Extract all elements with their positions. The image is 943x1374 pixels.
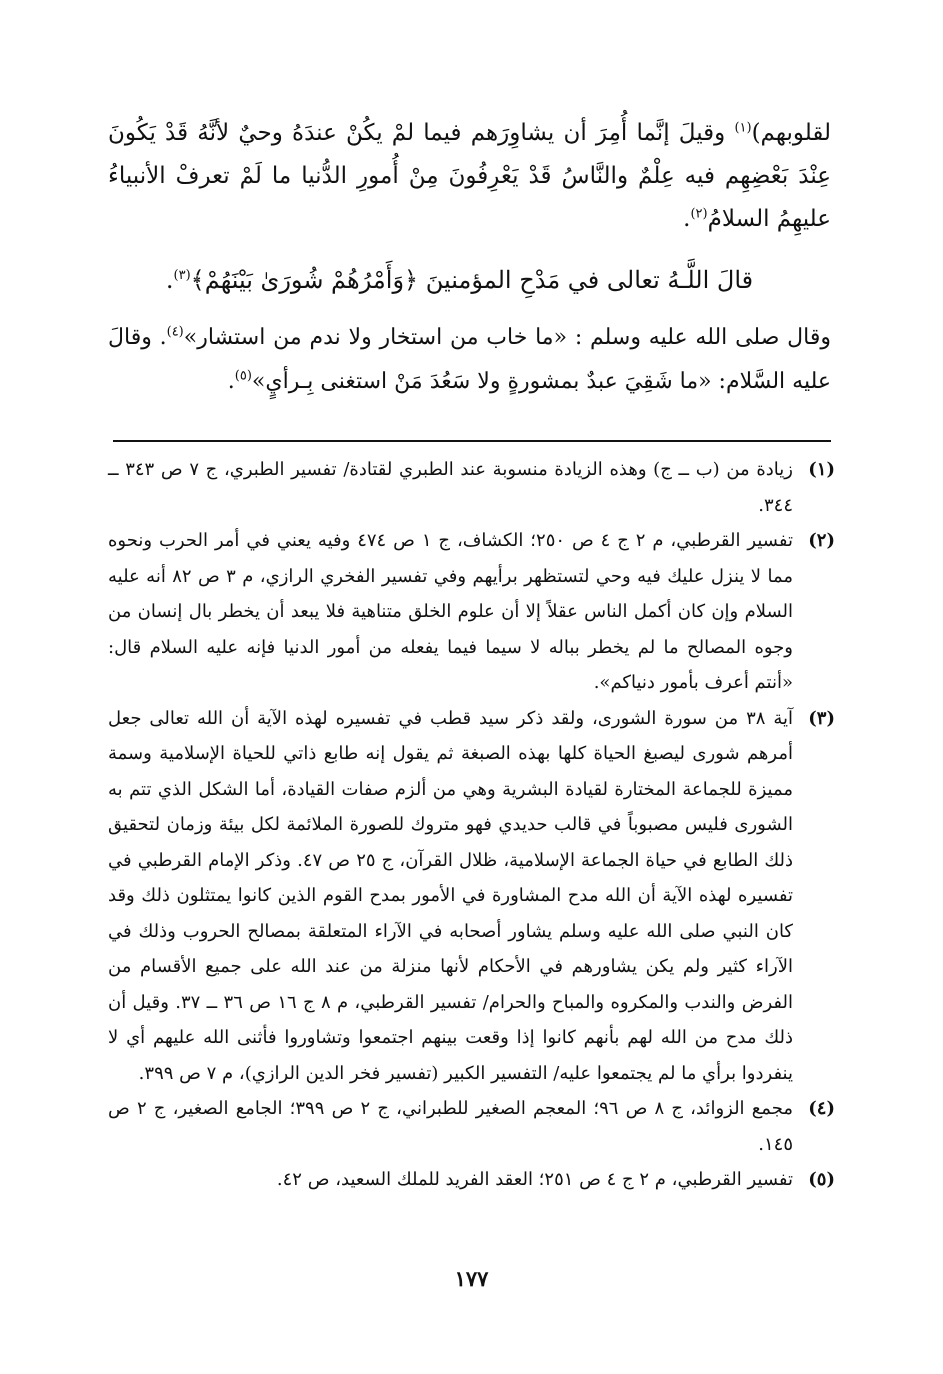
footnote-text: تفسير القرطبي، م ٢ ج ٤ ص ٢٥١؛ العقد الفريد للملك السعيد، ص ٤٢. [276, 1169, 793, 1190]
footnote-number: (١) [808, 459, 835, 480]
footnote-ref: (١) [734, 120, 752, 136]
hadith-paragraph [108, 316, 831, 404]
footnote-text: زيادة من (ب ــ ج) وهذه الزيادة منسوبة عند الطبري لقتادة/ تفسير الطبري، ج ٧ ص ٣٤٣ ــ ٣٤٤. [108, 459, 793, 516]
footnote-ref: (٢) [690, 206, 708, 222]
footnote-ref: (٤) [166, 324, 184, 340]
footnote-divider [113, 440, 831, 442]
footnote-3 [108, 701, 835, 1092]
footnote-1 [108, 452, 835, 523]
footnote-number: (٥) [808, 1169, 835, 1190]
footnote-5 [108, 1162, 835, 1198]
paragraph-consultation [108, 112, 831, 241]
footnote-number: (٤) [808, 1098, 835, 1119]
footnote-4 [108, 1091, 835, 1162]
quran-quote [108, 259, 831, 302]
hadith-text: وقال صلى الله عليه وسلم : «ما خاب من استخار ولا ندم من استشار» [183, 325, 831, 350]
footnote-ref: (٣) [173, 268, 191, 283]
footnotes [108, 452, 835, 1198]
footnote-number: (٣) [808, 707, 835, 729]
paragraph-text: لقلوبهم) [751, 120, 831, 146]
footnote-2 [108, 523, 835, 701]
paragraph-text: وقيلَ إنَّما أُمِرَ أن يشاوِرَهم فيما لمْ يكُنْ عندَهُ وحيٌ لأنَّهُ قَدْ يَكُونَ عِنْدَ بَعْضِهِم فيه عِلْمٌ والنَّاسُ قَدْ يَعْرِفُونَ مِنْ أُمورِ الدُّنيا ما لَمْ تعرفْ الأنبياءُ عليهِمُ السلامُ [108, 120, 831, 232]
footnote-number: (٢) [808, 530, 835, 551]
main-text [108, 112, 831, 404]
hadith-text: . وقالَ عليه السَّلام: «ما شَقِيَ عبدٌ بمشورةٍ ولا سَعُدَ مَنْ استغنى بِـرأيٍ» [108, 325, 831, 394]
page-number: ١٧٧ [454, 1266, 489, 1291]
footnote-text: مجمع الزوائد، ج ٨ ص ٩٦؛ المعجم الصغير للطبراني، ج ٢ ص ٣٩٩؛ الجامع الصغير، ج ٢ ص ١٤٥. [108, 1098, 793, 1155]
footnote-ref: (٥) [234, 368, 252, 384]
quote-text: قالَ اللَّـهُ تعالى في مَدْحِ المؤمنينَ ﴿وَأَمْرُهُمْ شُورَىٰ بَيْنَهُمْ﴾ [190, 266, 754, 294]
quote-text: . [165, 266, 174, 294]
hadith-text: . [227, 369, 235, 394]
footnote-text: آية ٣٨ من سورة الشورى، ولقد ذكر سيد قطب في تفسيره لهذه الآية أن الله تعالى جعل أمرهم شورى ليصبغ الحياة كلها بهذه الصبغة ثم يقول إنه طابع ذاتي للحياة الإسلامية وسمة مميزة للجماعة المختارة لقيادة البشرية وهي من ألزم صفات القيادة، أما الشكل الذي تتم به الشورى فليس مصبوباً في قالب حديدي فهو متروك للصورة الملائمة لكل بيئة وزمان لتحقيق ذلك الطابع في حياة الجماعة الإسلامية، ظلال القرآن، ج ٢٥ ص ٤٧. وذكر الإمام القرطبي في تفسيره لهذه الآية أن الله مدح المشاورة في الأمور بمدح القوم الذين كانوا يمتثلون ذلك وقد كان النبي صلى الله عليه وسلم يشاور أصحابه في الآراء المتعلقة بمصالح الحروب وذلك في الآراء كثير ولم يكن يشاورهم في الأحكام لأنها منزلة من عند الله على جميع الأقسام من الفرض والندب والمكروه والمباح والحرام/ تفسير القرطبي، م ٨ ج ١٦ ص ٣٦ ــ ٣٧. وقيل أن ذلك مدح من الله لهم بأنهم كانوا إذا وقعت بينهم اجتمعوا وتشاوروا فأثنى الله عليهم أي لا ينفردوا برأي ما لم يجتمعوا عليه/ التفسير الكبير (تفسير فخر الدين الرازي)، م ٧ ص ٣٩٩. [108, 707, 793, 1084]
paragraph-text: . [683, 206, 691, 232]
footnote-text: تفسير القرطبي، م ٢ ج ٤ ص ٢٥٠؛ الكشاف، ج ١ ص ٤٧٤ وفيه يعني في أمر الحرب ونحوه مما لا ينزل عليك فيه وحي لتستظهر برأيهم وفي تفسير الفخري الرازي، م ٣ ص ٨٢ أنه عليه السلام وإن كان أكمل الناس عقلاً إلا أن علوم الخلق متناهية فلا يبعد أن يخطر بال إنسان من وجوه المصالح ما لم يخطر بباله لا سيما فيما يفعله من أمور الدنيا فإنه عليه السلام قال: «أنتم أعرف بأمور دنياكم». [108, 530, 793, 693]
